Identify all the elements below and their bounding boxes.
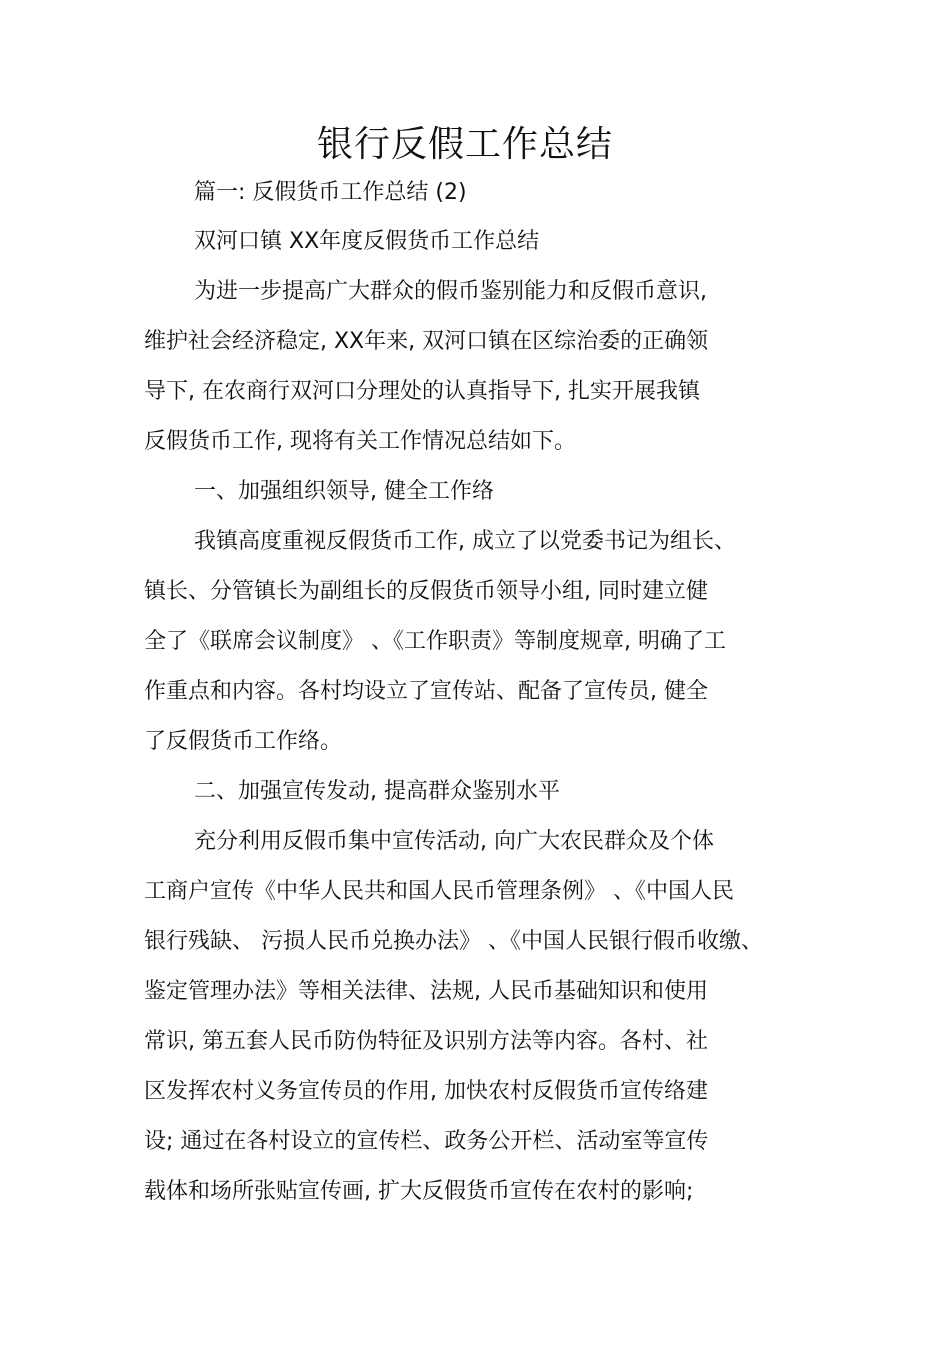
paragraph-line: 为进一步提高广大群众的假币鉴别能力和反假币意识, bbox=[194, 279, 707, 304]
paragraph-line: 镇长、分管镇长为副组长的反假货币领导小组, 同时建立健 bbox=[144, 579, 708, 604]
paragraph-line: 充分利用反假币集中宣传活动, 向广大农民群众及个体 bbox=[194, 829, 714, 854]
paragraph-line: 工商户宣传《中华人民共和国人民币管理条例》 、《中国人民 bbox=[144, 879, 734, 904]
sub-title-line: 双河口镇 XX年度反假货币工作总结 bbox=[194, 229, 540, 254]
document-title: 银行反假工作总结 bbox=[316, 124, 613, 165]
paragraph-line: 鉴定管理办法》等相关法律、法规, 人民币基础知识和使用 bbox=[144, 979, 708, 1004]
section-heading: 一、加强组织领导, 健全工作络 bbox=[194, 479, 494, 504]
paragraph-line: 维护社会经济稳定, XX年来, 双河口镇在区综治委的正确领 bbox=[144, 329, 709, 354]
paragraph-line: 导下, 在农商行双河口分理处的认真指导下, 扎实开展我镇 bbox=[144, 379, 700, 404]
paragraph-line: 作重点和内容。各村均设立了宣传站、配备了宣传员, 健全 bbox=[144, 679, 708, 704]
paragraph-line: 银行残缺、 污损人民币兑换办法》 、《中国人民银行假币收缴、 bbox=[144, 929, 763, 954]
paragraph-line: 常识, 第五套人民币防伪特征及识别方法等内容。各村、社 bbox=[144, 1029, 708, 1054]
paragraph-line: 设; 通过在各村设立的宣传栏、政务公开栏、活动室等宣传 bbox=[144, 1129, 709, 1154]
paragraph-line: 全了《联席会议制度》 、《工作职责》等制度规章, 明确了工 bbox=[144, 629, 726, 654]
paragraph-line: 载体和场所张贴宣传画, 扩大反假货币宣传在农村的影响; bbox=[144, 1179, 694, 1204]
paragraph-line: 了反假货币工作络。 bbox=[144, 729, 343, 754]
section-heading: 二、加强宣传发动, 提高群众鉴别水平 bbox=[194, 779, 560, 804]
paragraph-line: 反假货币工作, 现将有关工作情况总结如下。 bbox=[144, 429, 576, 454]
section-heading: 篇一: 反假货币工作总结 (2) bbox=[194, 180, 467, 205]
paragraph-line: 我镇高度重视反假货币工作, 成立了以党委书记为组长、 bbox=[194, 529, 736, 554]
paragraph-line: 区发挥农村义务宣传员的作用, 加快农村反假货币宣传络建 bbox=[144, 1079, 708, 1104]
